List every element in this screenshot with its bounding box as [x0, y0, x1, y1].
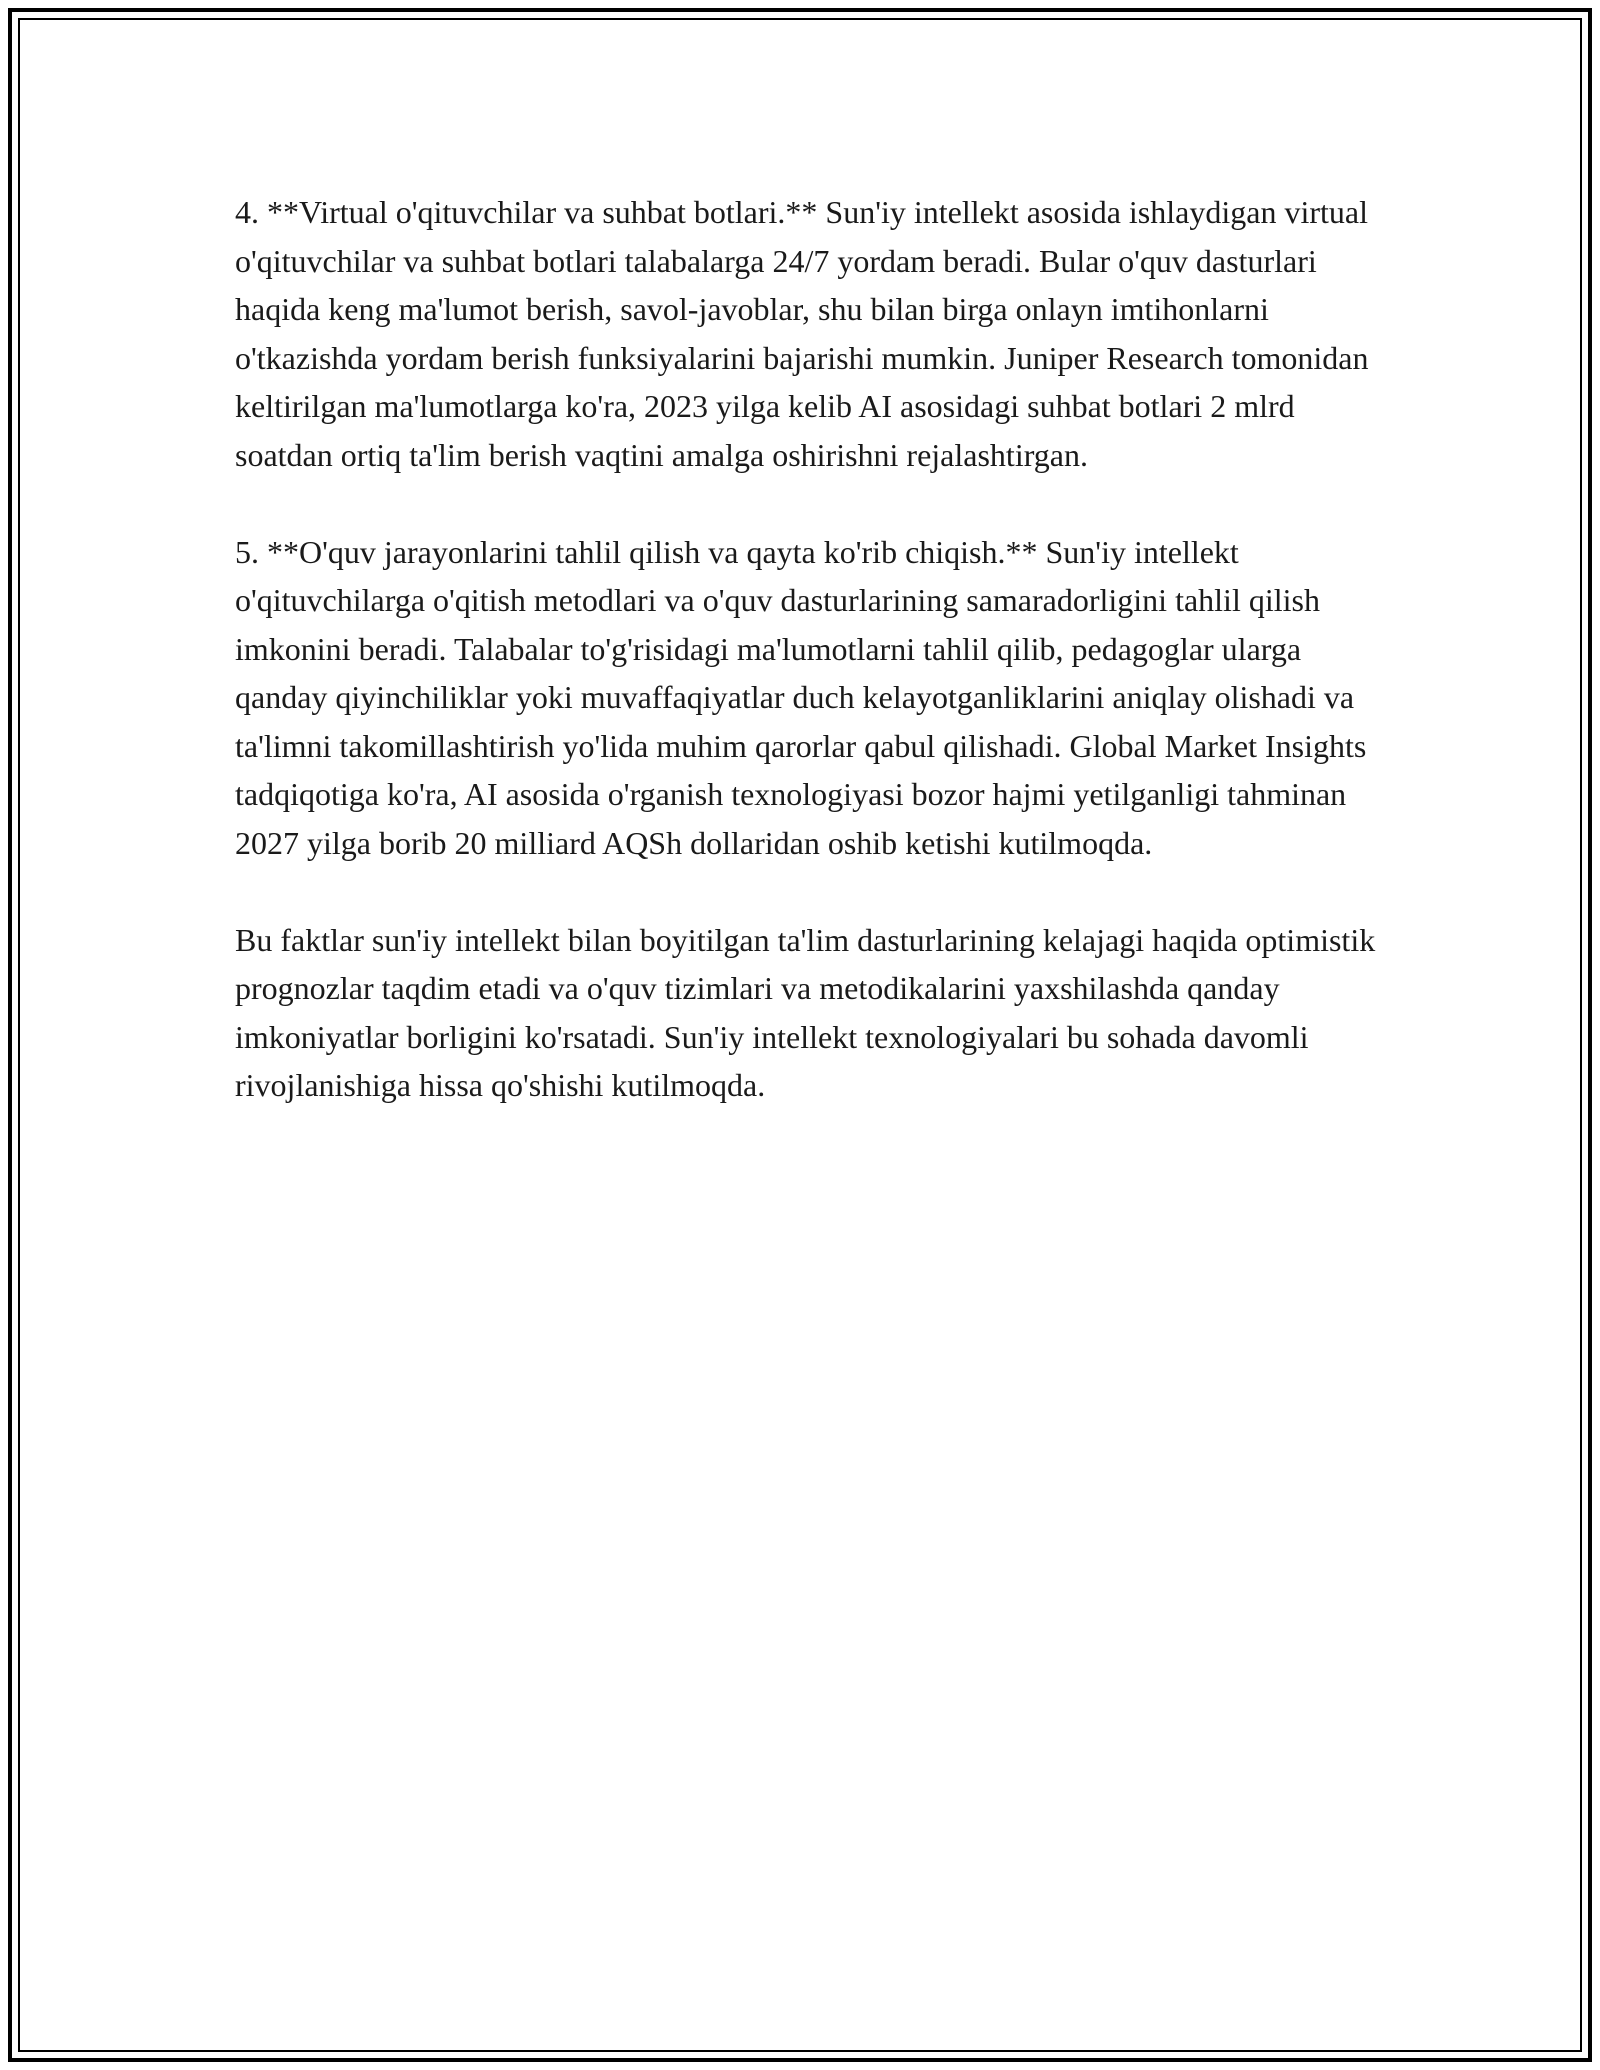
paragraph-virtual-tutors: 4. **Virtual o'qituvchilar va suhbat botlari.** Sun'iy intellekt asosida ishlaydigan virtual o'qituvchilar va suhbat botlari talabalarga 24/7 yordam beradi. Bular o'quv dasturlari haqida keng ma'lumot berish, savol-javoblar, shu bilan birga onlayn imtihonlarni o'tkazishda yordam berish funksiyalarini bajarishi mumkin. Juniper Research tomonidan keltirilgan ma'lumotlarga ko'ra, 2023 yilga kelib AI asosidagi suhbat botlari 2 mlrd soatdan ortiq ta'lim berish vaqtini amalga oshirishni rejalashtirgan.: [235, 194, 1369, 473]
document-body: [235, 188, 1395, 1158]
paragraph-conclusion: Bu faktlar sun'iy intellekt bilan boyitilgan ta'lim dasturlarining kelajagi haqida optimistik prognozlar taqdim etadi va o'quv tizimlari va metodikalarini yaxshilashda qanday imkoniyatlar borligini ko'rsatadi. Sun'iy intellekt texnologiyalari bu sohada davomli rivojlanishiga hissa qo'shishi kutilmoqda.: [235, 921, 1376, 1103]
paragraph-learning-analysis: 5. **O'quv jarayonlarini tahlil qilish va qayta ko'rib chiqish.** Sun'iy intellekt o'qituvchilarga o'qitish metodlari va o'quv dasturlarining samaradorligini tahlil qilish imkonini beradi. Talabalar to'g'risidagi ma'lumotlarni tahlil qilib, pedagoglar ularga qanday qiyinchiliklar yoki muvaffaqiyatlar duch kelayotganliklarini aniqlay olishadi va ta'limni takomillashtirish yo'lida muhim qarorlar qabul qilishadi. Global Market Insights tadqiqotiga ko'ra, AI asosida o'rganish texnologiyasi bozor hajmi yetilganligi tahminan 2027 yilga borib 20 milliard AQSh dollaridan oshib ketishi kutilmoqda.: [235, 533, 1367, 861]
